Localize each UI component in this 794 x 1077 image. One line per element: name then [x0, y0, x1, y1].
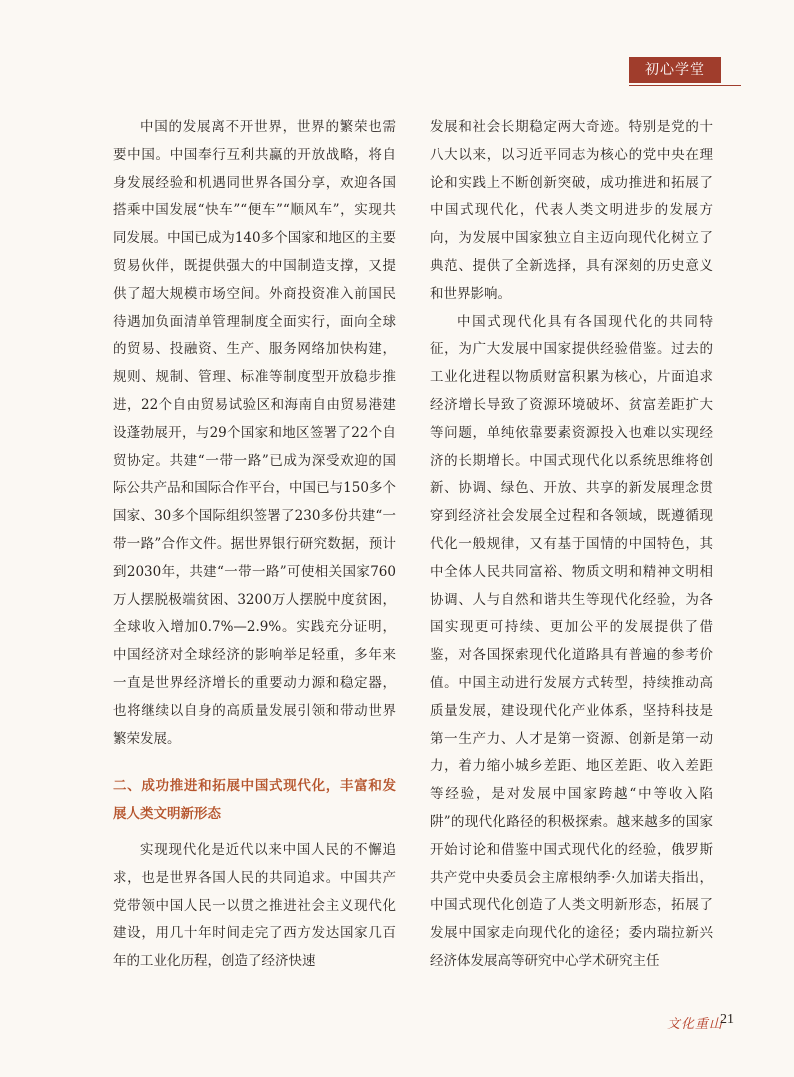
left-column — [113, 114, 396, 976]
right-column — [430, 114, 713, 976]
magazine-logo: 文化重山 — [667, 1017, 724, 1032]
section-tag: 初心学堂 — [629, 57, 721, 83]
left-paragraph-1: 中国的发展离不开世界，世界的繁荣也需要中国。中国奉行互利共赢的开放战略，将自身发展经验和机遇同世界各国分享，欢迎各国搭乘中国发展“快车”“便车”“顺风车”，实现共同发展。中国已成为140多个国家和地区的主要贸易伙伴，既提供强大的中国制造支撑，又提供了超大规模市场空间。外商投资准入前国民待遇加负面清单管理制度全面实行，面向全球的贸易、投融资、生产、服务网络加快构建，规则、规制、管理、标准等制度型开放稳步推进，22个自由贸易试验区和海南自由贸易港建设蓬勃展开，与29个国家和地区签署了22个自贸协定。共建“一带一路”已成为深受欢迎的国际公共产品和国际合作平台，中国已与150多个国家、30多个国际组织签署了230多份共建“一带一路”合作文件。据世界银行研究数据，预计到2030年，共建“一带一路”可使相关国家760万人摆脱极端贫困、3200万人摆脱中度贫困，全球收入增加0.7%—2.9%。实践充分证明，中国经济对全球经济的影响举足轻重，多年来一直是世界经济增长的重要动力源和稳定器，也将继续以自身的高质量发展引领和带动世界繁荣发展。 — [113, 119, 396, 747]
right-paragraph-2: 中国式现代化具有各国现代化的共同特征，为广大发展中国家提供经验借鉴。过去的工业化进程以物质财富积累为核心，片面追求经济增长导致了资源环境破坏、贫富差距扩大等问题，单纯依靠要素资源投入也难以实现经济的长期增长。中国式现代化以系统思维将创新、协调、绿色、开放、共享的新发展理念贯穿到经济社会发展全过程和各领域，既遵循现代化一般规律，又有基于国情的中国特色，其中全体人民共同富裕、物质文明和精神文明相协调、人与自然和谐共生等现代化经验，为各国实现更可持续、更加公平的发展提供了借鉴，对各国探索现代化道路具有普遍的参考价值。中国主动进行发展方式转型，持续推动高质量发展，建设现代化产业体系，坚持科技是第一生产力、人才是第一资源、创新是第一动力，着力缩小城乡差距、地区差距、收入差距等经验，是对发展中国家跨越“中等收入陷阱”的现代化路径的积极探索。越来越多的国家开始讨论和借鉴中国式现代化的经验，俄罗斯共产党中央委员会主席根纳季·久加诺夫指出，中国式现代化创造了人类文明新形态，拓展了发展中国家走向现代化的途径；委内瑞拉新兴经济体发展高等研究中心学术研究主任 — [430, 313, 713, 969]
section-tag-rule — [629, 85, 741, 86]
section-heading: 二、成功推进和拓展中国式现代化，丰富和发展人类文明新形态 — [113, 778, 396, 823]
left-paragraph-2: 实现现代化是近代以来中国人民的不懈追求，也是世界各国人民的共同追求。中国共产党带领中国人民一以贯之推进社会主义现代化建设，用几十年时间走完了西方发达国家几百年的工业化历程，创造了经济快速 — [113, 841, 396, 970]
right-paragraph-continued: 发展和社会长期稳定两大奇迹。特别是党的十八大以来，以习近平同志为核心的党中央在理论和实践上不断创新突破，成功推进和拓展了中国式现代化，代表人类文明进步的发展方向，为发展中国家独立自主迈向现代化树立了典范、提供了全新选择，具有深刻的历史意义和世界影响。 — [430, 119, 713, 302]
page-number: 21 — [720, 1012, 734, 1027]
